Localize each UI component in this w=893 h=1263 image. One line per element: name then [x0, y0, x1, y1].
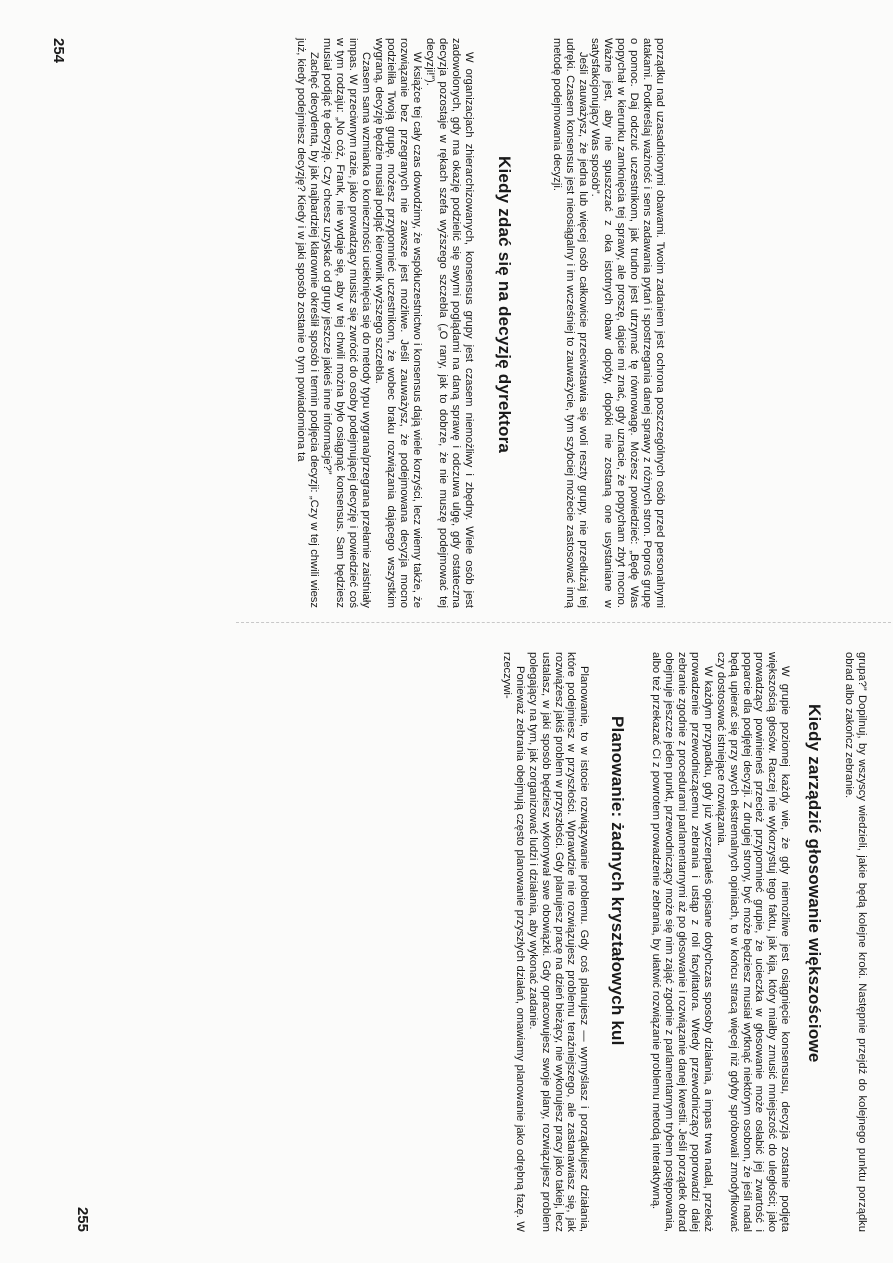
section-heading: Planowanie: żadnych kryształowych kul — [608, 716, 628, 1046]
page-254-text — [294, 38, 666, 608]
paragraph: W każdym przypadku, gdy już wyczerpałeś opisane dotychczas sposoby działania, a impas trwa nadal, przekaż prowadzenie przewodniczącemu zebrania i ustąp z roli facylitatora. Wtedy przewodniczący poprowadzi dalej zebranie zgodnie z procedurami parlamentarnymi aż po głosowanie i rozwiązanie danej kwestii. Jeśli porządek obrad obejmuje jeszcze jeden punkt, przewodniczący może się nim zająć zgodnie z parlamentarnym trybem postępowania, albo też przekazać Ci z powrotem prowadzenie zebrania, by ułatwić rozwiązanie problemu metodą interaktywną. — [650, 652, 714, 1232]
paragraph: Ponieważ zebrania obejmują często planowanie przyszłych działań, omawiamy planowanie jako odrębną fazę. W rzeczywi- — [500, 652, 526, 1232]
paragraph: porządku nad uzasadnionymi obawami. Twoim zadaniem jest ochrona poszczególnych osób przed personalnymi atakami. Podkreślaj ważność i sens zadawania pytań i spostrzegania danej sprawy z różnych stron. Poproś grupę o pomoc. Daj odczuć uczestnikom, jak trudno jest utrzymać tę równowagę. Możesz powiedzieć: „Będę Was popychał w kierunku zamknięcia tej sprawy, ale proszę, dajcie mi znać, gdy uznacie, że popycham zbyt mocno. Ważne jest, aby nie spuszczać z oka istotnych obaw dopóty, dopóki nie zostaną one usystaniane w satysfakcjonujący Was sposób”. — [589, 38, 666, 608]
paragraph: W grupie poziomej każdy wie, że gdy niemożliwe jest osiągnięcie konsensusu, decyzja zostanie podjęta większością głosów. Raczej nie wykorzystuj tego faktu, jak kija, który miałby zmusić mniejszość do uległości; jako prowadzący powinieneś przecież przypomnieć grupie, że ucieczka w głosowanie może osłabić jej zwartość i poparcie dla podjętej decyzji. Z drugiej strony, być może będziesz musiał wytknąć niektórym osobom, że jeśli nadal będą upierać się przy swych ekstremalnych opiniach, to w końcu stracą więcej niż gdyby spróbowali zmodyfikować czy dostosować istniejące rozwiązania. — [714, 652, 792, 1232]
paragraph: Jeśli zauważysz, że jedna lub więcej osób całkowicie przeciwstawia się woli reszty grupy, nie przedłużaj tej udręki. Czasem konsensus jest nieosiągalny i im wcześniej to zauważycie, tym szybciej możecie zastosować inną metodę podejmowania decyzji. — [550, 38, 589, 608]
page-number: 254 — [50, 38, 67, 64]
section-heading: Kiedy zarządzić głosowanie większościowe — [805, 704, 825, 1063]
paragraph: W organizacjach zhierarchizowanych, konsensus grupy jest czasem niemożliwy i zbędny. Wiele osób jest zadowolonych, gdy ma okazję podzielić się swymi poglądami na daną sprawę i odczuwa ulgę, gdy ostateczna decyzja pozostaje w rękach szefa wyższego szczebla („O rany, jak to dobrze, że nie muszę podejmować tej decyzji!”). — [424, 38, 475, 608]
paragraph: Zachęć decydenta, by jak najbardziej klarownie określił sposób i termin podjęcia decyzji: „Czy w tej chwili wiesz już, kiedy podejmiesz decyzję? Kiedy i w jaki sposób zostanie o tym powiadomiona ta — [295, 38, 321, 608]
paragraph: Planowanie, to w istocie rozwiązywanie problemu. Gdy coś planujesz — wymyślasz i porządkujesz działania, które podejmiesz w przyszłości. Wprawdzie nie rozwiązujesz problemu teraźniejszego, ale zastanawiasz się, jak rozwiążesz jakiś problem w przyszłości. Gdy planujesz pracę na dzień bieżący, nie wykonujesz pracy jako takiej, lecz ustalasz, w jaki sposób będziesz wykonywał swe obowiązki. Gdy opracowujesz swoje plany, rozwiązujesz problem polegający na tym, jak zorganizować ludzi i działania, aby wykonać zadanie. — [526, 652, 591, 1232]
page-fold-line — [236, 622, 893, 623]
paragraph: grupa?” Dopilnuj, by wszyscy wiedzieli, jakie będą kolejne kroki. Następnie przejdź do kolejnego punktu porządku obrad albo zakończ zebranie. — [843, 652, 868, 1232]
page-255-text — [500, 652, 868, 1232]
page-255 — [74, 652, 868, 1232]
paragraph: Czasem sama wzmianka o konieczności ucieknięcia się do metody typu wygrana/przegrana przełamie zaistniały impas. W przeciwnym razie, jako prowadzący musisz się zwrócić do osoby podejmującej decyzję i powiedzieć coś w tym rodzaju: „No cóż, Frank, nie wydaje się, aby w tej chwili można było osiągnąć konsensus. Sam będziesz musiał podjąć tę decyzję. Czy chcesz uzyskać od grupy jeszcze jakieś inne informacje?” — [320, 38, 372, 608]
page-254 — [50, 38, 666, 608]
paragraph: W książce tej cały czas dowodzimy, że współuczestnictwo i konsensus dają wiele korzyści, lecz wiemy także, że rozwiązanie bez przegranych nie zawsze jest możliwe. Jeśli zauważysz, że podejmowana decyzja mocno podzieliła Twoją grupę, możesz przypomnieć uczestnikom, że wobec braku rozwiązania dającego wszystkim wygraną, decyzję będzie musiał podjąć kierownik wyższego szczebla. — [372, 38, 424, 608]
page-number: 255 — [74, 1206, 91, 1232]
section-heading: Kiedy zdać się na decyzję dyrektora — [494, 156, 514, 454]
